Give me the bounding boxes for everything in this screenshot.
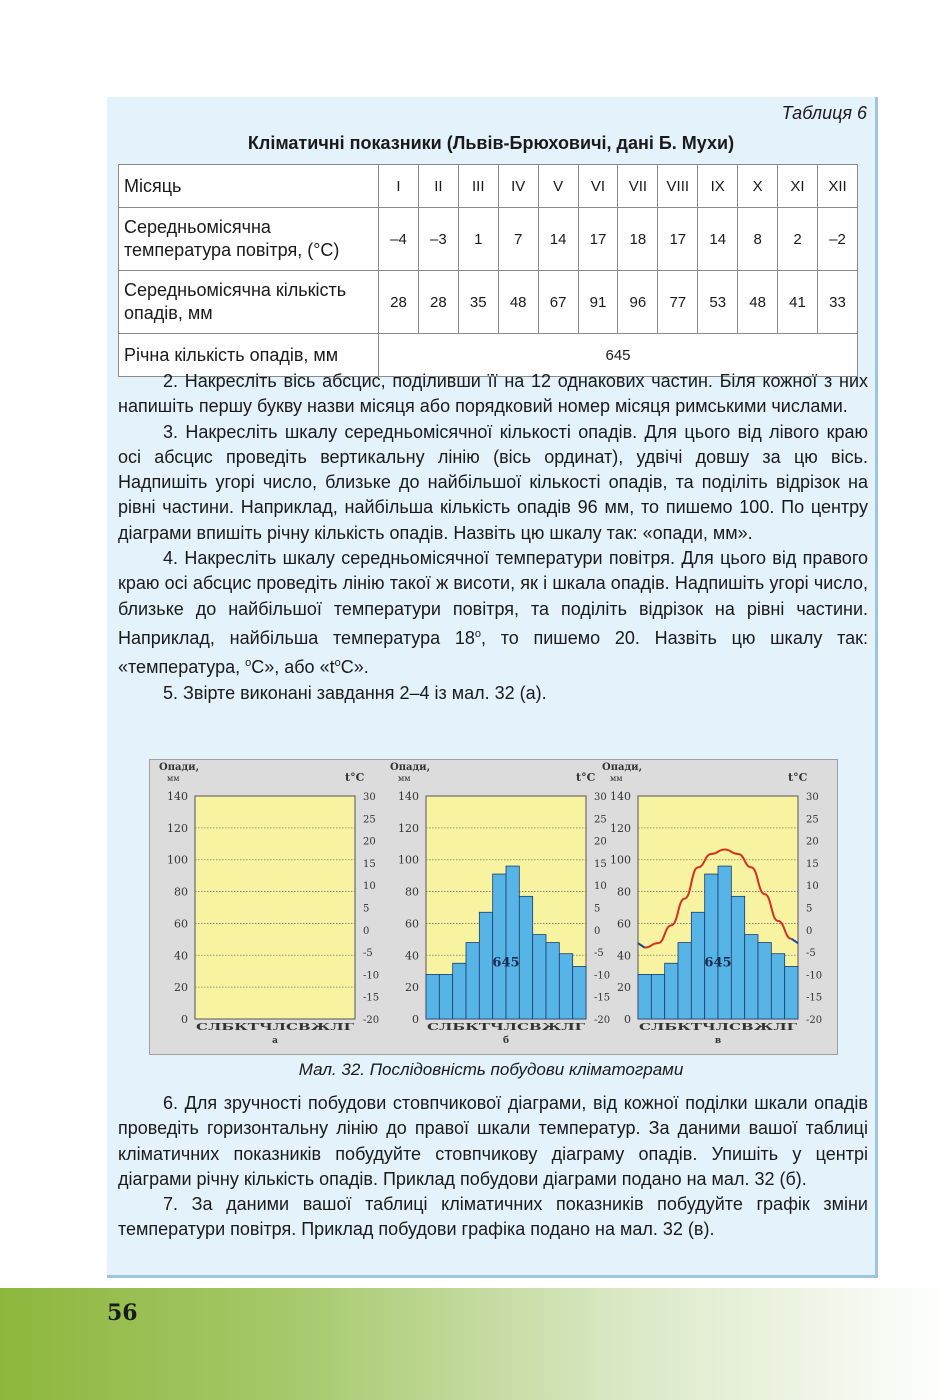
precipitation-cell: 91 [578, 271, 618, 334]
table-title: Кліматичні показники (Львів-Брюховичі, дані Б. Мухи) [247, 133, 735, 153]
right-tick-label: 10 [363, 881, 376, 893]
right-tick-label: 5 [363, 903, 370, 915]
left-axis-unit: мм [398, 774, 411, 783]
right-tick-label: 0 [806, 925, 813, 937]
right-axis-title: t°C [345, 771, 365, 784]
step-4 [118, 546, 868, 680]
left-tick-label: 80 [174, 885, 188, 899]
left-tick-label: 140 [167, 790, 188, 803]
month-cell: XI [778, 165, 818, 208]
table-label: Таблиця 6 [781, 103, 867, 123]
step-4-part-d: С». [340, 657, 369, 678]
step-4-part-c: С», або «t [251, 657, 335, 678]
precipitation-cell: 35 [458, 271, 498, 334]
temperature-cell: 1 [458, 208, 498, 271]
right-tick-label: -20 [594, 1015, 611, 1026]
precipitation-bar [559, 954, 572, 1019]
right-tick-label: 10 [806, 881, 819, 893]
left-tick-label: 140 [610, 790, 631, 803]
right-tick-label: -5 [363, 948, 373, 960]
right-tick-label: 20 [806, 836, 819, 848]
left-tick-label: 100 [167, 853, 188, 867]
month-cell: II [418, 165, 458, 208]
precipitation-cell: 48 [498, 271, 538, 334]
precipitation-bar [678, 943, 691, 1019]
panel-letter: б [502, 1036, 510, 1046]
temperature-cell: 2 [778, 208, 818, 271]
plot-area [195, 796, 355, 1019]
right-tick-label: -10 [806, 970, 823, 982]
right-tick-label: 30 [363, 792, 376, 803]
temperature-row-label: Середньомісячна температура повітря, (°С) [119, 208, 379, 271]
step-2: 2. Накресліть вісь абсцис, поділивши її на 12 однакових частин. Біля кожної з них напишіть першу букву назви місяця або порядковий номер місяця римськими числами. [118, 371, 868, 417]
right-tick-label: -5 [594, 948, 604, 960]
annual-precipitation-label: 645 [492, 955, 520, 971]
temperature-cell: 14 [698, 208, 738, 271]
precipitation-bar [651, 974, 664, 1019]
left-tick-label: 0 [412, 1013, 419, 1026]
precipitation-cell: 67 [538, 271, 578, 334]
temperature-cell: –3 [418, 208, 458, 271]
precipitation-bar [426, 974, 439, 1019]
precipitation-row [119, 271, 858, 334]
precipitation-bar [691, 912, 704, 1019]
left-axis-title: Опади, [602, 762, 643, 773]
month-cell: XII [817, 165, 857, 208]
left-tick-label: 20 [405, 981, 419, 995]
precipitation-bar [758, 943, 771, 1019]
left-tick-label: 40 [174, 949, 188, 963]
left-tick-label: 120 [610, 821, 631, 835]
left-axis-title: Опади, [159, 762, 200, 773]
footer-bar [0, 1288, 952, 1400]
precipitation-bar [493, 874, 506, 1019]
right-tick-label: 0 [594, 925, 601, 937]
figure-caption: Мал. 32. Послідовність побудови кліматограми [298, 1060, 684, 1079]
right-tick-label: 25 [363, 814, 376, 826]
temperature-cell: –2 [817, 208, 857, 271]
month-axis-labels: СЛБКТЧЛСВЖЛГ [639, 1023, 799, 1033]
temperature-cell: 14 [538, 208, 578, 271]
climate-table [118, 164, 858, 377]
right-tick-label: 25 [594, 814, 607, 826]
exercise-panel [107, 97, 878, 1278]
annual-value: 645 [379, 334, 858, 377]
right-tick-label: -20 [363, 1015, 380, 1026]
precipitation-bar [546, 943, 559, 1019]
climatogram-svg [150, 760, 837, 1054]
temperature-cell: 17 [658, 208, 698, 271]
step-4-part-b: , то пишемо 20. Назвіть цю шкалу так: «температура, [118, 627, 868, 678]
month-cell: III [458, 165, 498, 208]
month-cell: VI [578, 165, 618, 208]
precipitation-cell: 28 [379, 271, 419, 334]
left-tick-label: 20 [617, 981, 631, 995]
left-tick-label: 40 [405, 949, 419, 963]
right-tick-label: -15 [806, 992, 823, 1004]
degree-mark: o [474, 627, 481, 640]
month-cell: VII [618, 165, 658, 208]
left-tick-label: 60 [174, 917, 188, 931]
temperature-cell: 18 [618, 208, 658, 271]
instructions-bottom [118, 1091, 868, 1243]
panel-letter: а [272, 1036, 278, 1046]
degree-mark: o [245, 657, 252, 670]
left-tick-label: 20 [174, 981, 188, 995]
month-axis-labels: СЛБКТЧЛСВЖЛГ [196, 1023, 356, 1033]
right-tick-label: -10 [363, 970, 380, 982]
left-tick-label: 0 [624, 1013, 631, 1026]
precipitation-bar [665, 963, 678, 1019]
degree-mark: o [334, 657, 341, 670]
left-tick-label: 80 [405, 885, 419, 899]
page-number: 56 [107, 1300, 138, 1326]
step-3: 3. Накресліть шкалу середньомісячної кількості опадів. Для цього від лівого краю осі абсцис проведіть вертикальну лінію (вісь ординат), удвічі довшу за цю вісь. Надпишіть угорі число, близьке до найбільшої кількості опадів, та поділіть відрізок на рівні частини. Наприклад, найбільша кількість опадів 96 мм, то пишемо 100. По центру діаграми впишіть річну кількість опадів. Назвіть цю шкалу так: «опади, мм». [118, 421, 868, 543]
right-tick-label: 20 [594, 836, 607, 848]
precipitation-bar [466, 943, 479, 1019]
annual-row-label: Річна кількість опадів, мм [119, 334, 379, 377]
right-tick-label: 15 [594, 858, 607, 870]
precipitation-row-label: Середньомісячна кількість опадів, мм [119, 271, 379, 334]
temperature-cell: 8 [738, 208, 778, 271]
precipitation-bar [453, 963, 466, 1019]
right-tick-label: 5 [806, 903, 813, 915]
left-axis-unit: мм [167, 774, 180, 783]
left-tick-label: 100 [610, 853, 631, 867]
month-row-label: Місяць [119, 165, 379, 208]
climatogram-figure [149, 759, 838, 1055]
right-tick-label: 25 [806, 814, 819, 826]
precipitation-cell: 96 [618, 271, 658, 334]
step-7: 7. За даними вашої таблиці кліматичних показників побудуйте графік зміни температури повітря. Приклад побудови графіка подано на мал. 32 (в). [118, 1194, 868, 1240]
precipitation-cell: 53 [698, 271, 738, 334]
precipitation-cell: 28 [418, 271, 458, 334]
right-tick-label: 20 [363, 836, 376, 848]
right-tick-label: 15 [806, 858, 819, 870]
precipitation-bar [506, 866, 519, 1019]
right-axis-title: t°C [576, 771, 596, 784]
panel-letter: в [714, 1036, 722, 1046]
precipitation-bar [638, 974, 651, 1019]
right-tick-label: -15 [363, 992, 380, 1004]
right-tick-label: -20 [806, 1015, 823, 1026]
precipitation-bar [439, 974, 452, 1019]
instructions-top [118, 369, 868, 706]
temperature-cell: 7 [498, 208, 538, 271]
month-cell: I [379, 165, 419, 208]
left-tick-label: 120 [167, 821, 188, 835]
month-cell: X [738, 165, 778, 208]
month-cell: IV [498, 165, 538, 208]
precipitation-cell: 41 [778, 271, 818, 334]
right-tick-label: -15 [594, 992, 611, 1004]
left-tick-label: 60 [617, 917, 631, 931]
left-tick-label: 120 [398, 821, 419, 835]
precipitation-bar [785, 966, 798, 1019]
temperature-cell: 17 [578, 208, 618, 271]
month-cell: IX [698, 165, 738, 208]
temperature-cell: –4 [379, 208, 419, 271]
right-tick-label: 30 [806, 792, 819, 803]
month-cell: VIII [658, 165, 698, 208]
temperature-row [119, 208, 858, 271]
step-6: 6. Для зручності побудови стовпчикової діаграми, від кожної поділки шкали опадів проведіть горизонтальну лінію до правої шкали температур. За даними вашої таблиці кліматичних показників побудуйте стовпчикову діаграму опадів. Упишіть у центрі діаграми річну кількість опадів. Приклад побудови діаграми подано на мал. 32 (б). [118, 1093, 868, 1189]
precipitation-bar [705, 874, 718, 1019]
precipitation-bar [718, 866, 731, 1019]
precipitation-cell: 33 [817, 271, 857, 334]
precipitation-bar [745, 935, 758, 1019]
left-axis-unit: мм [610, 774, 623, 783]
precipitation-cell: 48 [738, 271, 778, 334]
precipitation-bar [519, 896, 532, 1019]
right-tick-label: -10 [594, 970, 611, 982]
right-tick-label: -5 [806, 948, 816, 960]
left-axis-title: Опади, [390, 762, 431, 773]
right-tick-label: 10 [594, 881, 607, 893]
precipitation-cell: 77 [658, 271, 698, 334]
precipitation-bar [573, 966, 586, 1019]
right-axis-title: t°C [788, 771, 808, 784]
right-tick-label: 30 [594, 792, 607, 803]
left-tick-label: 80 [617, 885, 631, 899]
precipitation-bar [533, 935, 546, 1019]
precipitation-bar [731, 896, 744, 1019]
left-tick-label: 0 [181, 1013, 188, 1026]
annual-precipitation-label: 645 [704, 955, 732, 971]
month-axis-labels: СЛБКТЧЛСВЖЛГ [427, 1023, 587, 1033]
precipitation-bar [479, 912, 492, 1019]
right-tick-label: 5 [594, 903, 601, 915]
left-tick-label: 40 [617, 949, 631, 963]
step-4-part-a: 4. Накресліть шкалу середньомісячної температури повітря. Для цього від правого краю осі абсцис проведіть лінію такої ж висоти, як і шкала опадів. Надпишіть угорі число, близьке до найбільшої температури повітря, та поділіть відрізок на рівні частини. Наприклад, найбільша температура 18 [118, 548, 868, 648]
left-tick-label: 60 [405, 917, 419, 931]
step-5: 5. Звірте виконані завдання 2–4 із мал. 32 (а). [163, 682, 547, 703]
right-tick-label: 0 [363, 925, 370, 937]
right-tick-label: 15 [363, 858, 376, 870]
precipitation-bar [771, 954, 784, 1019]
left-tick-label: 100 [398, 853, 419, 867]
month-cell: V [538, 165, 578, 208]
left-tick-label: 140 [398, 790, 419, 803]
month-row [119, 165, 858, 208]
